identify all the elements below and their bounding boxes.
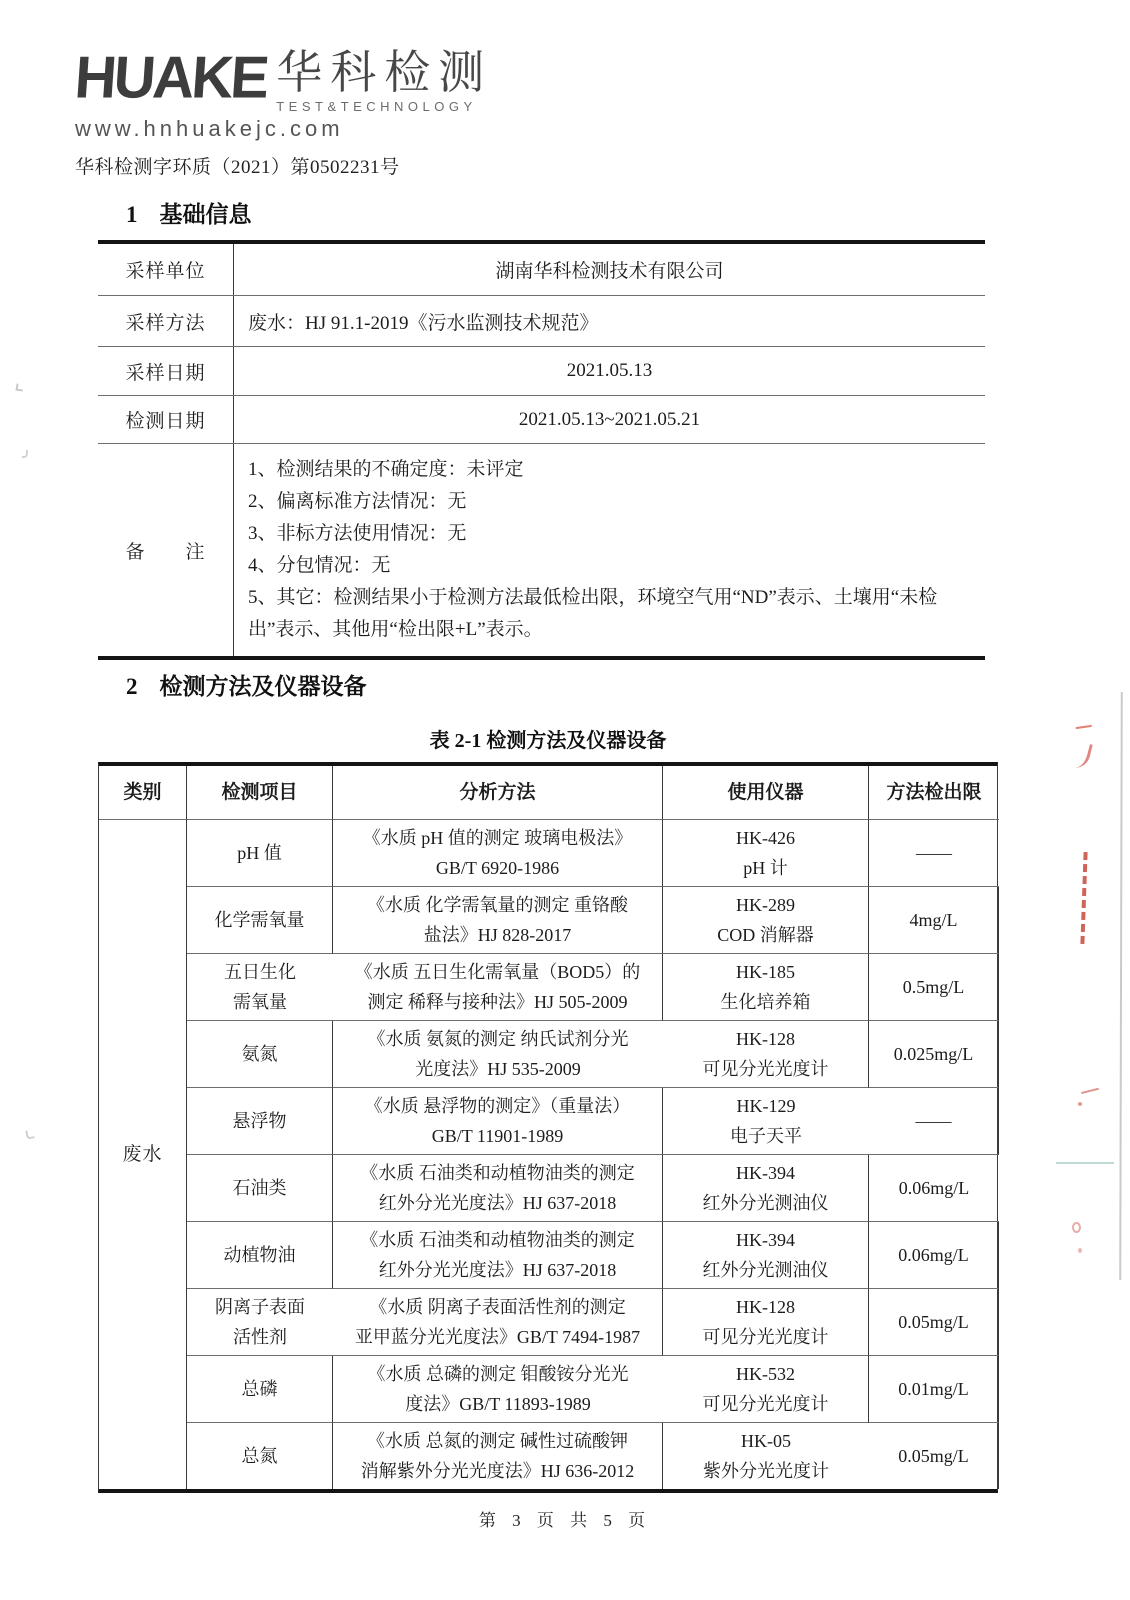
limit-cell: 0.06mg/L: [869, 1222, 999, 1289]
limit-cell: 0.5mg/L: [869, 954, 999, 1021]
item-cell: 氨氮: [187, 1021, 333, 1088]
company-logo: [72, 44, 493, 114]
remark-line: 3、非标方法使用情况：无: [248, 523, 467, 544]
row-label: 采样单位: [98, 244, 234, 295]
limit-cell: 0.01mg/L: [869, 1356, 999, 1423]
method-cell: 《水质 总氮的测定 碱性过硫酸钾 消解紫外分光光度法》HJ 636-2012: [333, 1423, 663, 1489]
row-value: 废水：HJ 91.1-2019《污水监测技术规范》: [248, 312, 599, 334]
item-cell: 动植物油: [187, 1222, 333, 1289]
limit-cell: ——: [869, 820, 999, 887]
basic-info-table: [98, 240, 985, 660]
method-cell: 《水质 石油类和动植物油类的测定 红外分光光度法》HJ 637-2018: [333, 1155, 663, 1222]
section1-number: 1: [126, 202, 138, 227]
remarks-content: [234, 444, 985, 656]
stamp-fragment: [1067, 740, 1093, 770]
row-value: 湖南华科检测技术有限公司: [495, 261, 724, 282]
instrument-cell: HK-129 电子天平: [663, 1088, 869, 1155]
table-row: [98, 347, 985, 396]
stamp-fragment: [1079, 1080, 1099, 1094]
remark-line: 2、偏离标准方法情况：无: [248, 491, 467, 512]
scan-artifact: [1056, 1162, 1114, 1164]
column-header: 方法检出限: [869, 766, 999, 820]
method-cell: 《水质 pH 值的测定 玻璃电极法》 GB/T 6920-1986: [333, 820, 663, 887]
table-row: [98, 244, 985, 296]
limit-cell: 0.05mg/L: [869, 1423, 999, 1489]
limit-cell: 0.05mg/L: [869, 1289, 999, 1356]
item-cell: 石油类: [187, 1155, 333, 1222]
method-cell: 《水质 悬浮物的测定》（重量法） GB/T 11901-1989: [333, 1088, 663, 1155]
method-cell: 《水质 化学需氧量的测定 重铬酸 盐法》HJ 828-2017: [333, 887, 663, 954]
scan-artifact: [16, 384, 24, 392]
item-cell: 化学需氧量: [187, 887, 333, 954]
logo-wordmark: HUAKE: [72, 44, 269, 111]
section1-heading: [98, 196, 252, 229]
instrument-cell: HK-185 生化培养箱: [663, 954, 869, 1021]
method-cell: 《水质 总磷的测定 钼酸铵分光光 度法》GB/T 11893-1989: [333, 1356, 663, 1423]
method-cell: 《水质 石油类和动植物油类的测定 红外分光光度法》HJ 637-2018: [333, 1222, 663, 1289]
item-cell: 阴离子表面 活性剂: [187, 1289, 333, 1356]
stamp-fragment: [1078, 1102, 1082, 1106]
instrument-cell: HK-289 COD 消解器: [663, 887, 869, 954]
stamp-fragment: [1076, 725, 1093, 733]
logo-tagline: TEST&TECHNOLOGY: [276, 99, 477, 114]
scan-edge-line: [1119, 692, 1123, 1280]
logo-chinese-block: [276, 48, 492, 114]
column-header: 使用仪器: [663, 766, 869, 820]
table-row: [98, 396, 985, 444]
instrument-cell: HK-394 红外分光测油仪: [663, 1222, 869, 1289]
item-cell: 总磷: [187, 1356, 333, 1423]
stamp-fragment: [1072, 1222, 1081, 1233]
method-cell: 《水质 氨氮的测定 纳氏试剂分光 光度法》HJ 535-2009: [333, 1021, 663, 1088]
limit-cell: ——: [869, 1088, 999, 1155]
stamp-fragment: [1078, 1248, 1082, 1253]
instrument-cell: HK-05 紫外分光光度计: [703, 1431, 829, 1481]
item-cell: 五日生化 需氧量: [187, 954, 333, 1021]
remark-line: 4、分包情况：无: [248, 555, 391, 576]
remark-line: 5、其它：检测结果小于检测方法最低检出限，环境空气用“ND”表示、土壤用“未检出”表示、其他用“检出限+L”表示。: [248, 587, 938, 640]
item-cell: 悬浮物: [187, 1088, 333, 1155]
logo-chinese-name: 华科检测: [276, 47, 493, 98]
page-number: 第 3 页 共 5 页: [478, 1511, 652, 1530]
column-header: 检测项目: [187, 766, 333, 820]
company-website: www.hnhuakejc.com: [75, 116, 344, 141]
limit-cell: 0.025mg/L: [869, 1021, 999, 1088]
methods-table: [98, 762, 998, 1493]
section2-heading: [98, 668, 367, 701]
section2-title: 检测方法及仪器设备: [159, 674, 367, 699]
limit-cell: 4mg/L: [869, 887, 999, 954]
instrument-cell: HK-128 可见分光光度计: [663, 1021, 869, 1088]
instrument-cell: HK-532 可见分光光度计: [663, 1356, 869, 1423]
row-label: 备 注: [98, 444, 234, 656]
scan-artifact: [25, 1129, 34, 1139]
instrument-cell: HK-426 pH 计: [663, 820, 869, 887]
column-header: 类别: [99, 766, 187, 820]
report-header: [72, 44, 493, 179]
section2-number: 2: [126, 674, 138, 699]
column-header: 分析方法: [333, 766, 663, 820]
document-number: 华科检测字环质（2021）第0502231号: [75, 157, 400, 178]
instrument-cell: HK-394 红外分光测油仪: [663, 1155, 869, 1222]
remarks-row: [98, 444, 985, 656]
row-value: 2021.05.13: [566, 360, 653, 381]
row-label: 采样日期: [98, 347, 234, 395]
limit-cell: 0.06mg/L: [869, 1155, 999, 1222]
table2-caption: 表 2-1 检测方法及仪器设备: [429, 730, 667, 752]
method-cell: 《水质 阴离子表面活性剂的测定 亚甲蓝分光光度法》GB/T 7494-1987: [333, 1289, 663, 1356]
table-row: [98, 296, 985, 347]
category-cell: 废水: [99, 820, 187, 1489]
row-value: 2021.05.13~2021.05.21: [518, 408, 701, 430]
method-cell: 《水质 五日生化需氧量（BOD5）的 测定 稀释与接种法》HJ 505-2009: [333, 954, 663, 1021]
stamp-fragment: [1080, 852, 1087, 944]
item-cell: 总氮: [187, 1423, 333, 1489]
scan-artifact: [22, 450, 28, 458]
item-cell: pH 值: [187, 820, 333, 887]
row-label: 检测日期: [98, 396, 234, 443]
instrument-cell: HK-128 可见分光光度计: [663, 1289, 869, 1356]
section1-title: 基础信息: [159, 202, 252, 227]
remark-line: 1、检测结果的不确定度：未评定: [248, 459, 524, 480]
row-label: 采样方法: [98, 296, 234, 346]
